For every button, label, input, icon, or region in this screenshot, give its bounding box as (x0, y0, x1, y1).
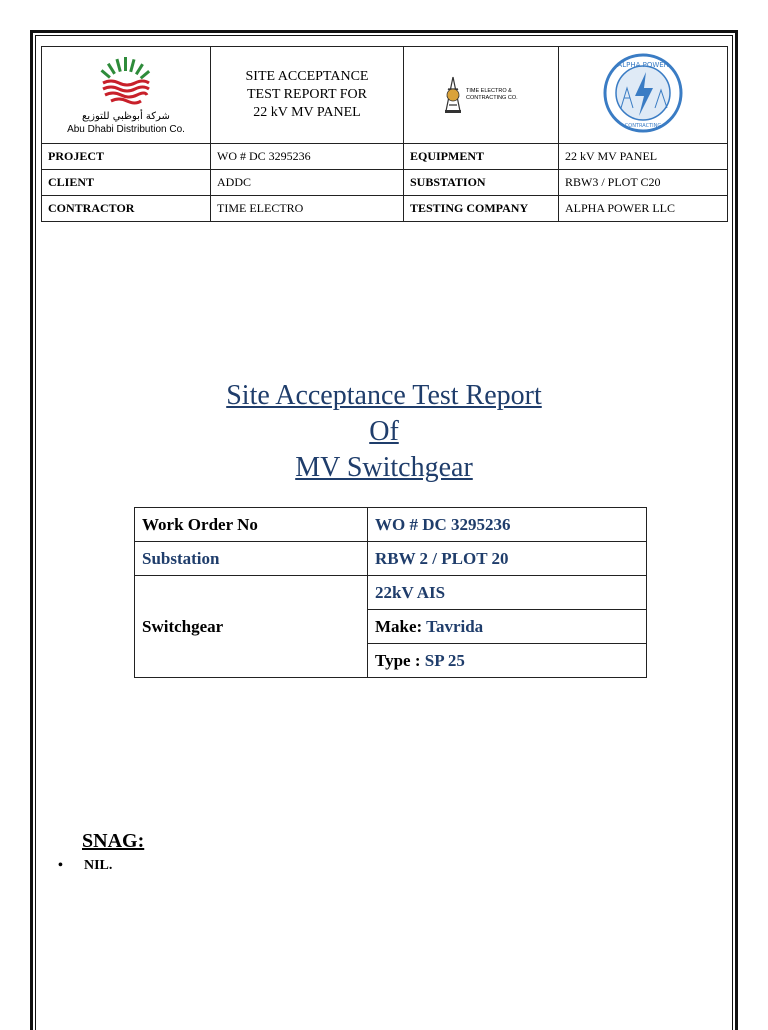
alpha-power-logo (599, 52, 687, 134)
project-value: WO # DC 3295236 (211, 144, 404, 170)
bullet-icon: • (58, 858, 63, 873)
client-label: CLIENT (42, 170, 211, 196)
testing-company-value: ALPHA POWER LLC (559, 196, 728, 222)
type-value: SP 25 (424, 650, 465, 670)
header-row-contractor (42, 196, 728, 222)
addc-company-name: Abu Dhabi Distribution Co. (67, 124, 185, 135)
type-label: Type : (375, 650, 421, 670)
snag-heading: SNAG: (82, 830, 145, 852)
document-title-line2: Of (369, 416, 399, 447)
addc-arabic-name: شركة أبوظبي للتوزيع (82, 111, 170, 122)
alpha-power-logo-cell (559, 47, 728, 144)
substation-detail-value: RBW 2 / PLOT 20 (368, 542, 647, 576)
report-header-title (211, 47, 404, 144)
time-electro-name-line1: TIME ELECTRO & (466, 88, 512, 94)
time-electro-name-line2: CONTRACTING CO. (466, 95, 518, 101)
document-title-line1: Site Acceptance Test Report (226, 380, 542, 411)
make-value: Tavrida (426, 616, 484, 636)
make-label: Make: (375, 616, 423, 636)
substation-row (135, 542, 647, 576)
snag-item-text: NIL. (84, 858, 113, 873)
make-cell (368, 610, 647, 644)
header-title-line3: 22 kV MV PANEL (253, 105, 361, 120)
type-cell (368, 644, 647, 678)
contractor-value: TIME ELECTRO (211, 196, 404, 222)
equipment-label: EQUIPMENT (404, 144, 559, 170)
substation-label: SUBSTATION (404, 170, 559, 196)
alpha-power-logo-subtext: CONTRACTING (624, 123, 662, 129)
document-title (0, 378, 768, 486)
switchgear-type-value: 22kV AIS (368, 576, 647, 610)
document-title-line3: MV Switchgear (295, 452, 473, 483)
substation-value: RBW3 / PLOT C20 (559, 170, 728, 196)
project-label: PROJECT (42, 144, 211, 170)
header-table (41, 46, 728, 222)
substation-detail-label: Substation (135, 542, 368, 576)
snag-list-item (58, 858, 112, 874)
addc-logo-cell (42, 47, 211, 144)
work-order-label: Work Order No (135, 508, 368, 542)
work-order-value: WO # DC 3295236 (368, 508, 647, 542)
contractor-label: CONTRACTOR (42, 196, 211, 222)
header-row-project (42, 144, 728, 170)
header-row-client (42, 170, 728, 196)
time-electro-logo-cell (404, 47, 559, 144)
work-order-table (134, 507, 647, 678)
alpha-power-logo-text: ALPHA POWER (617, 61, 669, 69)
header-title-line2: TEST REPORT FOR (246, 87, 367, 102)
switchgear-label: Switchgear (135, 576, 368, 678)
switchgear-row (135, 576, 647, 610)
header-title-line1: SITE ACCEPTANCE (245, 69, 369, 84)
client-value: ADDC (211, 170, 404, 196)
testing-company-label: TESTING COMPANY (404, 196, 559, 222)
work-order-row (135, 508, 647, 542)
time-electro-logo (442, 75, 464, 115)
addc-logo (91, 55, 161, 107)
equipment-value: 22 kV MV PANEL (559, 144, 728, 170)
